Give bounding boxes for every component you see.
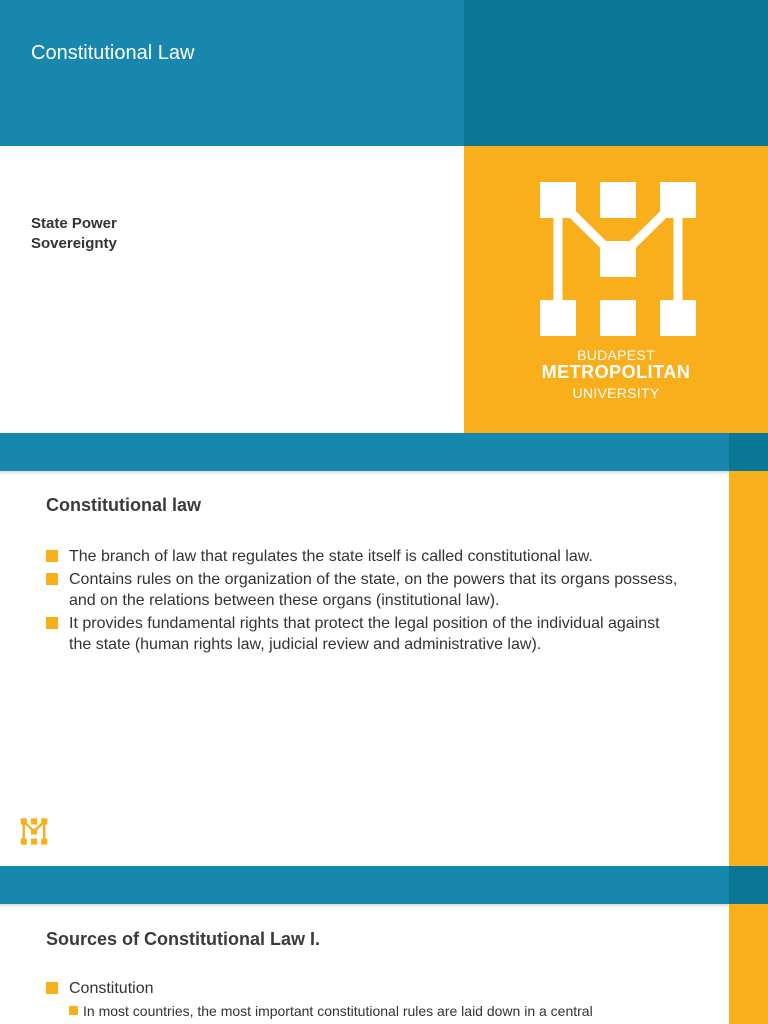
bullet-icon [46,617,58,629]
list-item [46,569,686,612]
bullet-text: Contains rules on the organization of the state, on the powers that its organs possess, and on the relations between these organs (institutional law). [69,570,678,609]
university-logo-icon [538,180,698,338]
header-band-accent [729,866,768,904]
title-band [0,0,464,146]
presentation-subtitle [31,214,117,254]
sub-bullet-icon [69,1006,78,1015]
side-stripe [729,471,768,866]
sub-bullet-text: In most countries, the most important constitutional rules are laid down in a central [83,1002,593,1019]
slide-title: Sources of Constitutional Law I. [46,929,321,949]
bullet-list [46,978,686,1022]
bullet-text: It provides fundamental rights that protect the legal position of the individual against the state (human rights law, judicial review and administrative law). [69,614,660,653]
list-item [46,978,686,1021]
bullet-icon [46,573,58,585]
list-item [46,613,686,656]
university-logo-icon [20,818,48,845]
list-item [46,546,686,568]
title-band-accent [464,0,768,146]
header-band [0,433,729,471]
bullet-text: Constitution [69,980,154,997]
band-shadow [0,471,729,475]
title-slide [0,0,768,433]
side-stripe [729,904,768,1024]
subtitle-line-2: Sovereignty [31,235,117,252]
logo-text-metropolitan: METROPOLITAN [541,362,691,382]
slide-title: Constitutional law [46,495,201,515]
header-band [0,866,729,904]
bullet-icon [46,550,58,562]
bullet-icon [46,982,58,994]
bullet-list [46,546,686,657]
bullet-text: The branch of law that regulates the state itself is called constitutional law. [69,548,593,565]
subtitle-line-1: State Power [31,215,117,232]
sub-list-item [69,1002,686,1021]
logo-text-university: UNIVERSITY [572,385,660,401]
sub-bullet-list [69,1002,686,1021]
content-slide-sources [0,866,768,1024]
presentation-title: Constitutional Law [31,42,195,64]
band-shadow [0,904,729,908]
logo-text-budapest: BUDAPEST [577,347,655,363]
content-slide-constitutional-law [0,433,768,866]
header-band-accent [729,433,768,471]
